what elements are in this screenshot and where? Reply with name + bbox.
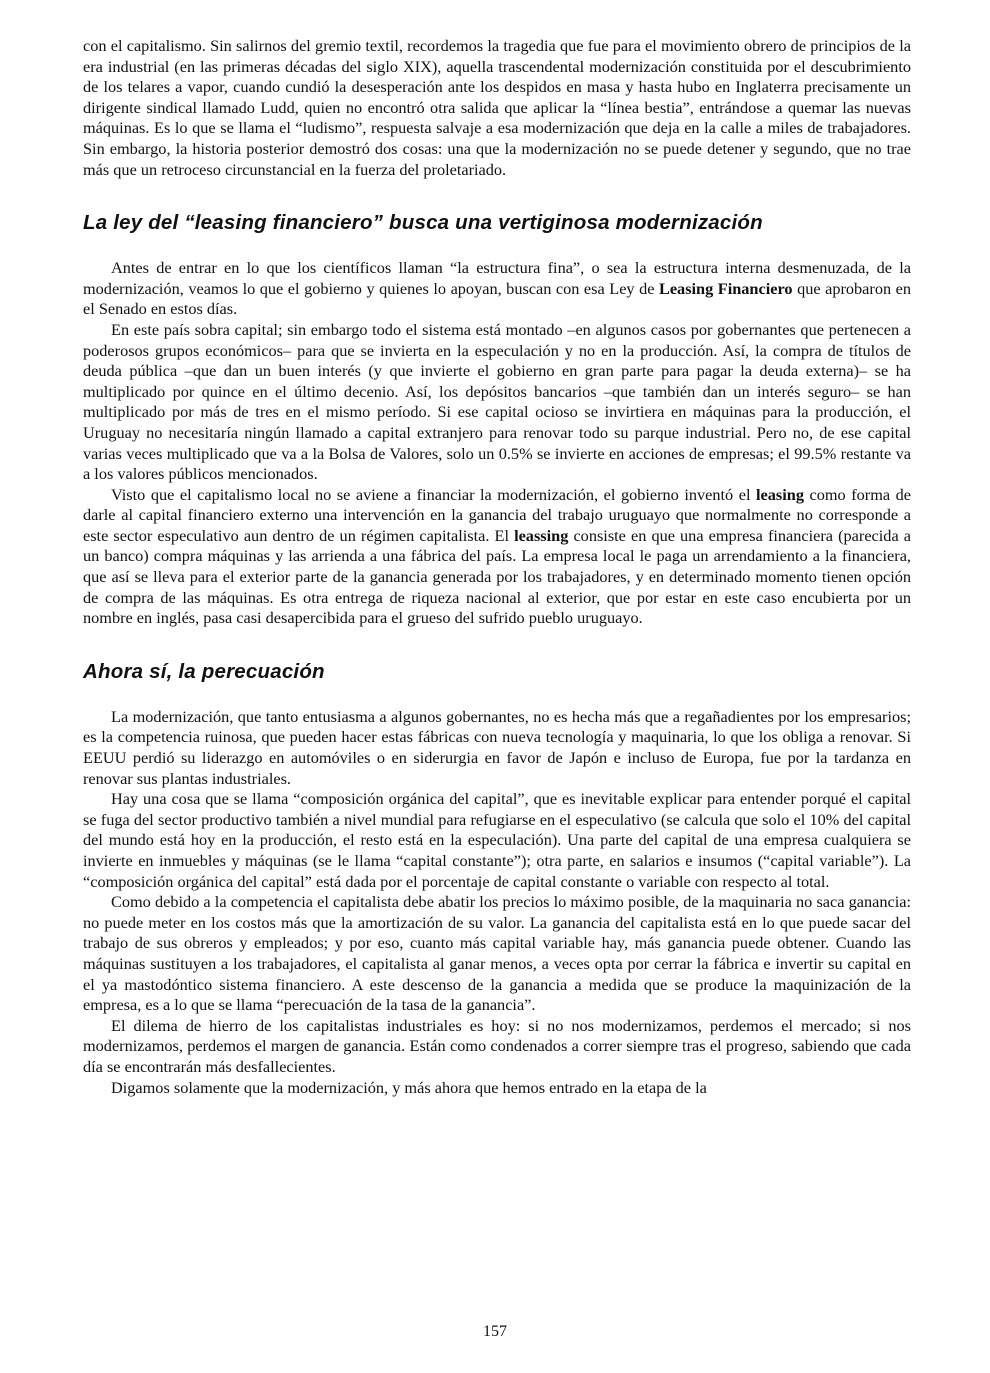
leasing-paragraph-2: En este país sobra capital; sin embargo todo el sistema está montado –en algunos casos por gobernantes que pertenecen a poderosos grupos económicos– para que se invierta en la especulación y no en la producción. Así, la compra de títulos de deuda pública –que dan un buen interés (y que invierte el gobierno en gran parte para pagar la deuda externa)– se ha multiplicado por quince en el último decenio. Así, los depósitos bancarios –que también dan un interés seguro– se han multiplicado por más de tres en el mismo período. Si ese capital ocioso se invirtiera en máquinas para la producción, el Uruguay no necesitaría ningún llamado a capital extranjero para renovar todo su parque industrial. Pero no, de ese capital varias veces multiplicado que va a la Bolsa de Valores, solo un 0.5% se invierte en acciones de empresas; el 99.5% restante va a los valores públicos mencionados. (83, 319, 911, 484)
text-run: como forma de darle al capital financiero externo una intervención en la ganancia del trabajo uruguayo que normalmente no corresponde a este sector especulativo aun dentro de un régimen capitalista. El (83, 484, 912, 545)
leasing-paragraph-3 (83, 485, 911, 629)
leasing-paragraph-1 (83, 258, 911, 320)
perecuacion-paragraph-2: Hay una cosa que se llama “composición orgánica del capital”, que es inevitable explicar para entender porqué el capital se fuga del sector productivo también a nivel mundial para refugiarse en el especulativo (se calcula que solo el 10% del capital del mundo está hoy en la producción, el resto está en la especulación). Una parte del capital de una empresa cualquiera se invierte en inmuebles y máquinas (se le llama “capital constante”); otra parte, en salarios e insumos (“capital variable”). La “composición orgánica del capital” está dada por el porcentaje de capital constante o variable con respecto al total. (83, 789, 911, 891)
page-body (83, 36, 911, 1098)
text-run: Antes de entrar en lo que los científicos llaman “la estructura fina”, o sea la estructura interna desmenuzada, de la modernización, veamos lo que el gobierno y quienes lo apoyan, buscan con esa Ley de (83, 258, 911, 298)
perecuacion-paragraph-1: La modernización, que tanto entusiasma a algunos gobernantes, no es hecha más que a regañadientes por los empresarios; es la competencia ruinosa, que pueden hacer estas fábricas con nueva tecnología y maquinaria, lo que los obliga a renovar. Si EEUU perdió su liderazgo en automóviles o en siderurgia en favor de Japón e incluso de Europa, fue por la tardanza en renovar sus plantas industriales. (83, 706, 911, 788)
text-run: consiste en que una empresa financiera (parecida a un banco) compra máquinas y las arrienda a una fábrica del país. La empresa local le paga un arrendamiento a la financiera, que así se lleva para el exterior parte de la ganancia generada por los trabajadores, y en determinado momento tienen opción de compra de las máquinas. Es otra entrega de riqueza nacional al exterior, que por estar en este caso encubierta por un nombre en inglés, pasa casi desapercibida para el grueso del sufrido pueblo uruguayo. (83, 525, 911, 628)
bold-term-leasing-financiero: Leasing Financiero (658, 278, 793, 298)
section-heading-perecuacion: Ahora sí, la perecuación (83, 659, 325, 683)
perecuacion-paragraph-5: Digamos solamente que la modernización, y más ahora que hemos entrado en la etapa de la (111, 1077, 707, 1097)
text-run: Visto que el capitalismo local no se aviene a financiar la modernización, el gobierno inventó el (111, 484, 757, 504)
page-number: 157 (483, 1323, 507, 1340)
perecuacion-paragraph-3: Como debido a la competencia el capitalista debe abatir los precios lo máximo posible, de la maquinaria no saca ganancia: no puede meter en los costos más que la amortización de su valor. La ganancia del capitalista está en lo que puede sacar del trabajo de sus obreros y empleados; y por eso, cuanto más capital variable hay, más ganancia puede obtener. Cuando las máquinas sustituyen a los trabajadores, el capitalista al ganar menos, a veces opta por cerrar la fábrica e invertir su capital en el ya mastodóntico sistema financiero. A este descenso de la ganancia a medida que se produce la maquinización de la empresa, es a lo que se llama “perecuación de la tasa de la ganancia”. (83, 892, 911, 1015)
bold-term-leasing: leasing (756, 484, 804, 504)
intro-paragraph: con el capitalismo. Sin salirnos del gremio textil, recordemos la tragedia que fue para el movimiento obrero de principios de la era industrial (en las primeras décadas del siglo XIX), aquella trascendental modernización constituida por el descubrimiento de los telares a vapor, cuando cundió la desesperación ante los despidos en masa y hasta hubo en Inglaterra precisamente un dirigente sindical llamado Ludd, quien no encontró otra salida que aplicar la “línea bestia”, entrándose a quemar las nuevas máquinas. Es lo que se llama el “ludismo”, respuesta salvaje a esa modernización que deja en la calle a miles de trabajadores. Sin embargo, la historia posterior demostró dos cosas: una que la modernización no se puede detener y segundo, que no trae más que un retroceso circunstancial en la fuerza del proletariado. (83, 36, 911, 179)
bold-term-leassing: leassing (514, 525, 569, 545)
section-heading-leasing: La ley del “leasing financiero” busca una vertiginosa modernización (83, 211, 763, 235)
text-run: que aprobaron en el Senado en estos días. (83, 278, 911, 319)
perecuacion-paragraph-4: El dilema de hierro de los capitalistas industriales es hoy: si no nos modernizamos, perdemos el mercado; si nos modernizamos, perdemos el margen de ganancia. Están como condenados a correr siempre tras el progreso, sabiendo que cada día se encontrarán más desfallecientes. (83, 1015, 911, 1076)
